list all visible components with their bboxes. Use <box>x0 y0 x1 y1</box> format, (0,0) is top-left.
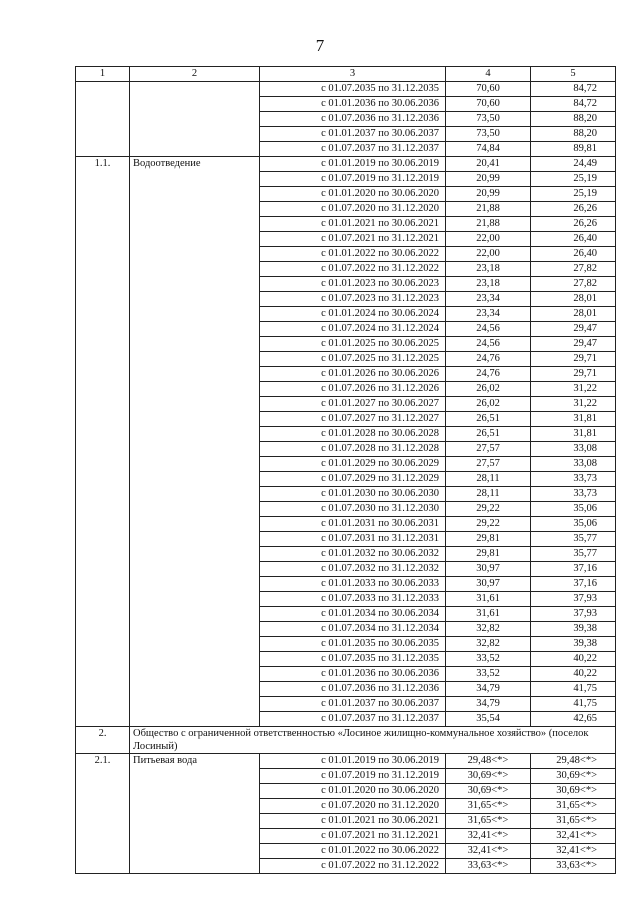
tariff-value-cell: 22,00 <box>446 232 531 247</box>
tariff-value-cell: 24,56 <box>446 322 531 337</box>
period-cell: с 01.01.2020 по 30.06.2020 <box>260 187 446 202</box>
tariff-value-cell: 74,84 <box>446 142 531 157</box>
service-name-cell <box>130 82 260 157</box>
tariff-value-cell: 32,82 <box>446 622 531 637</box>
period-cell: с 01.07.2021 по 31.12.2021 <box>260 232 446 247</box>
tariff-value-cell: 23,18 <box>446 277 531 292</box>
period-cell: с 01.01.2028 по 30.06.2028 <box>260 427 446 442</box>
tariff-value-cell: 30,97 <box>446 562 531 577</box>
tariff-vat-cell: 35,06 <box>531 502 616 517</box>
period-cell: с 01.07.2036 по 31.12.2036 <box>260 112 446 127</box>
period-cell: с 01.07.2031 по 31.12.2031 <box>260 532 446 547</box>
tariff-vat-cell: 84,72 <box>531 82 616 97</box>
tariff-value-cell: 22,00 <box>446 247 531 262</box>
tariff-vat-cell: 41,75 <box>531 682 616 697</box>
tariff-value-cell: 29,81 <box>446 532 531 547</box>
period-cell: с 01.01.2030 по 30.06.2030 <box>260 487 446 502</box>
period-cell: с 01.07.2035 по 31.12.2035 <box>260 652 446 667</box>
tariff-vat-cell: 29,47 <box>531 337 616 352</box>
tariff-value-cell: 20,99 <box>446 187 531 202</box>
period-cell: с 01.01.2027 по 30.06.2027 <box>260 397 446 412</box>
period-cell: с 01.07.2022 по 31.12.2022 <box>260 859 446 874</box>
tariff-vat-cell: 28,01 <box>531 292 616 307</box>
tariff-value-cell: 29,48<*> <box>446 754 531 769</box>
header-cell-2: 2 <box>130 67 260 82</box>
tariff-value-cell: 73,50 <box>446 127 531 142</box>
tariff-vat-cell: 29,71 <box>531 352 616 367</box>
tariff-vat-cell: 32,41<*> <box>531 829 616 844</box>
tariff-vat-cell: 31,81 <box>531 427 616 442</box>
tariff-vat-cell: 26,40 <box>531 232 616 247</box>
tariff-value-cell: 70,60 <box>446 82 531 97</box>
tariff-value-cell: 28,11 <box>446 472 531 487</box>
tariff-vat-cell: 35,77 <box>531 547 616 562</box>
period-cell: с 01.01.2032 по 30.06.2032 <box>260 547 446 562</box>
table-row <box>76 754 616 769</box>
tariff-value-cell: 31,65<*> <box>446 799 531 814</box>
tariff-vat-cell: 27,82 <box>531 277 616 292</box>
tariff-value-cell: 30,69<*> <box>446 769 531 784</box>
tariff-vat-cell: 26,26 <box>531 217 616 232</box>
tariff-vat-cell: 24,49 <box>531 157 616 172</box>
tariff-vat-cell: 31,65<*> <box>531 814 616 829</box>
service-name-cell: Питьевая вода <box>130 754 260 874</box>
period-cell: с 01.01.2022 по 30.06.2022 <box>260 844 446 859</box>
tariff-vat-cell: 35,77 <box>531 532 616 547</box>
period-cell: с 01.01.2024 по 30.06.2024 <box>260 307 446 322</box>
tariff-value-cell: 27,57 <box>446 442 531 457</box>
tariff-vat-cell: 89,81 <box>531 142 616 157</box>
service-name-cell: Водоотведение <box>130 157 260 727</box>
tariff-value-cell: 31,61 <box>446 607 531 622</box>
tariff-value-cell: 29,22 <box>446 502 531 517</box>
tariff-value-cell: 28,11 <box>446 487 531 502</box>
period-cell: с 01.07.2019 по 31.12.2019 <box>260 172 446 187</box>
period-cell: с 01.07.2019 по 31.12.2019 <box>260 769 446 784</box>
tariff-value-cell: 26,51 <box>446 427 531 442</box>
tariff-vat-cell: 26,40 <box>531 247 616 262</box>
tariff-value-cell: 33,63<*> <box>446 859 531 874</box>
period-cell: с 01.01.2029 по 30.06.2029 <box>260 457 446 472</box>
tariff-vat-cell: 32,41<*> <box>531 844 616 859</box>
tariff-value-cell: 20,41 <box>446 157 531 172</box>
tariff-value-cell: 23,34 <box>446 292 531 307</box>
period-cell: с 01.01.2019 по 30.06.2019 <box>260 754 446 769</box>
period-cell: с 01.01.2025 по 30.06.2025 <box>260 337 446 352</box>
tariff-value-cell: 23,34 <box>446 307 531 322</box>
tariff-vat-cell: 37,16 <box>531 562 616 577</box>
tariff-vat-cell: 30,69<*> <box>531 784 616 799</box>
period-cell: с 01.07.2036 по 31.12.2036 <box>260 682 446 697</box>
period-cell: с 01.07.2037 по 31.12.2037 <box>260 712 446 727</box>
period-cell: с 01.07.2025 по 31.12.2025 <box>260 352 446 367</box>
period-cell: с 01.01.2034 по 30.06.2034 <box>260 607 446 622</box>
period-cell: с 01.01.2033 по 30.06.2033 <box>260 577 446 592</box>
row-number-cell: 1.1. <box>76 157 130 727</box>
page-number: 7 <box>315 36 325 55</box>
tariff-value-cell: 26,02 <box>446 382 531 397</box>
period-cell: с 01.07.2021 по 31.12.2021 <box>260 829 446 844</box>
header-cell-3: 3 <box>260 67 446 82</box>
tariff-vat-cell: 30,69<*> <box>531 769 616 784</box>
tariff-value-cell: 31,61 <box>446 592 531 607</box>
tariff-value-cell: 27,57 <box>446 457 531 472</box>
period-cell: с 01.07.2024 по 31.12.2024 <box>260 322 446 337</box>
period-cell: с 01.01.2022 по 30.06.2022 <box>260 247 446 262</box>
tariff-vat-cell: 25,19 <box>531 172 616 187</box>
organization-number-cell: 2. <box>76 727 130 754</box>
tariff-vat-cell: 29,71 <box>531 367 616 382</box>
tariff-vat-cell: 41,75 <box>531 697 616 712</box>
tariff-vat-cell: 31,81 <box>531 412 616 427</box>
tariff-value-cell: 21,88 <box>446 202 531 217</box>
period-cell: с 01.01.2037 по 30.06.2037 <box>260 127 446 142</box>
tariff-vat-cell: 35,06 <box>531 517 616 532</box>
period-cell: с 01.07.2020 по 31.12.2020 <box>260 202 446 217</box>
tariff-vat-cell: 39,38 <box>531 622 616 637</box>
tariff-value-cell: 73,50 <box>446 112 531 127</box>
tariff-vat-cell: 31,22 <box>531 397 616 412</box>
period-cell: с 01.01.2021 по 30.06.2021 <box>260 814 446 829</box>
tariff-vat-cell: 88,20 <box>531 127 616 142</box>
tariff-value-cell: 35,54 <box>446 712 531 727</box>
period-cell: с 01.01.2026 по 30.06.2026 <box>260 367 446 382</box>
tariff-vat-cell: 33,08 <box>531 442 616 457</box>
period-cell: с 01.07.2020 по 31.12.2020 <box>260 799 446 814</box>
header-cell-1: 1 <box>76 67 130 82</box>
tariff-vat-cell: 37,93 <box>531 592 616 607</box>
tariff-vat-cell: 31,22 <box>531 382 616 397</box>
period-cell: с 01.07.2027 по 31.12.2027 <box>260 412 446 427</box>
period-cell: с 01.07.2034 по 31.12.2034 <box>260 622 446 637</box>
tariff-value-cell: 20,99 <box>446 172 531 187</box>
period-cell: с 01.07.2037 по 31.12.2037 <box>260 142 446 157</box>
tariff-value-cell: 34,79 <box>446 697 531 712</box>
period-cell: с 01.07.2023 по 31.12.2023 <box>260 292 446 307</box>
header-row <box>76 67 616 82</box>
period-cell: с 01.07.2029 по 31.12.2029 <box>260 472 446 487</box>
period-cell: с 01.01.2031 по 30.06.2031 <box>260 517 446 532</box>
tariff-vat-cell: 33,08 <box>531 457 616 472</box>
period-cell: с 01.07.2033 по 31.12.2033 <box>260 592 446 607</box>
tariff-value-cell: 21,88 <box>446 217 531 232</box>
period-cell: с 01.01.2019 по 30.06.2019 <box>260 157 446 172</box>
tariff-value-cell: 34,79 <box>446 682 531 697</box>
tariff-vat-cell: 39,38 <box>531 637 616 652</box>
table-row <box>76 82 616 97</box>
tariff-vat-cell: 37,93 <box>531 607 616 622</box>
tariff-vat-cell: 28,01 <box>531 307 616 322</box>
period-cell: с 01.07.2030 по 31.12.2030 <box>260 502 446 517</box>
tariff-value-cell: 24,76 <box>446 352 531 367</box>
row-number-cell <box>76 82 130 157</box>
organization-name-cell: Общество с ограниченной ответственностью «Лосиное жилищно-коммунальное хозяйство» (поселок Лосиный) <box>130 727 616 754</box>
tariff-vat-cell: 33,63<*> <box>531 859 616 874</box>
period-cell: с 01.01.2036 по 30.06.2036 <box>260 667 446 682</box>
period-cell: с 01.07.2035 по 31.12.2035 <box>260 82 446 97</box>
tariff-vat-cell: 27,82 <box>531 262 616 277</box>
tariff-value-cell: 24,56 <box>446 337 531 352</box>
tariff-value-cell: 23,18 <box>446 262 531 277</box>
tariff-value-cell: 33,52 <box>446 652 531 667</box>
tariff-value-cell: 32,41<*> <box>446 844 531 859</box>
tariff-vat-cell: 84,72 <box>531 97 616 112</box>
period-cell: с 01.01.2020 по 30.06.2020 <box>260 784 446 799</box>
tariff-vat-cell: 26,26 <box>531 202 616 217</box>
tariff-vat-cell: 31,65<*> <box>531 799 616 814</box>
period-cell: с 01.01.2021 по 30.06.2021 <box>260 217 446 232</box>
tariff-value-cell: 33,52 <box>446 667 531 682</box>
period-cell: с 01.07.2022 по 31.12.2022 <box>260 262 446 277</box>
period-cell: с 01.07.2028 по 31.12.2028 <box>260 442 446 457</box>
period-cell: с 01.01.2036 по 30.06.2036 <box>260 97 446 112</box>
tariff-value-cell: 30,97 <box>446 577 531 592</box>
tariff-value-cell: 29,81 <box>446 547 531 562</box>
tariff-vat-cell: 33,73 <box>531 487 616 502</box>
tariff-vat-cell: 40,22 <box>531 667 616 682</box>
tariff-vat-cell: 37,16 <box>531 577 616 592</box>
tariff-value-cell: 26,02 <box>446 397 531 412</box>
tariff-vat-cell: 40,22 <box>531 652 616 667</box>
tariff-vat-cell: 88,20 <box>531 112 616 127</box>
tariff-value-cell: 31,65<*> <box>446 814 531 829</box>
period-cell: с 01.07.2032 по 31.12.2032 <box>260 562 446 577</box>
period-cell: с 01.01.2037 по 30.06.2037 <box>260 697 446 712</box>
tariff-value-cell: 70,60 <box>446 97 531 112</box>
tariff-value-cell: 29,22 <box>446 517 531 532</box>
tariff-table <box>75 66 616 874</box>
tariff-value-cell: 32,41<*> <box>446 829 531 844</box>
tariff-value-cell: 24,76 <box>446 367 531 382</box>
period-cell: с 01.01.2035 по 30.06.2035 <box>260 637 446 652</box>
header-cell-5: 5 <box>531 67 616 82</box>
table-row <box>76 157 616 172</box>
tariff-table-body <box>76 67 616 874</box>
period-cell: с 01.01.2023 по 30.06.2023 <box>260 277 446 292</box>
tariff-value-cell: 30,69<*> <box>446 784 531 799</box>
tariff-value-cell: 32,82 <box>446 637 531 652</box>
tariff-value-cell: 26,51 <box>446 412 531 427</box>
row-number-cell: 2.1. <box>76 754 130 874</box>
period-cell: с 01.07.2026 по 31.12.2026 <box>260 382 446 397</box>
tariff-vat-cell: 25,19 <box>531 187 616 202</box>
header-cell-4: 4 <box>446 67 531 82</box>
tariff-vat-cell: 33,73 <box>531 472 616 487</box>
tariff-vat-cell: 29,48<*> <box>531 754 616 769</box>
tariff-vat-cell: 29,47 <box>531 322 616 337</box>
tariff-vat-cell: 42,65 <box>531 712 616 727</box>
organization-row <box>76 727 616 754</box>
